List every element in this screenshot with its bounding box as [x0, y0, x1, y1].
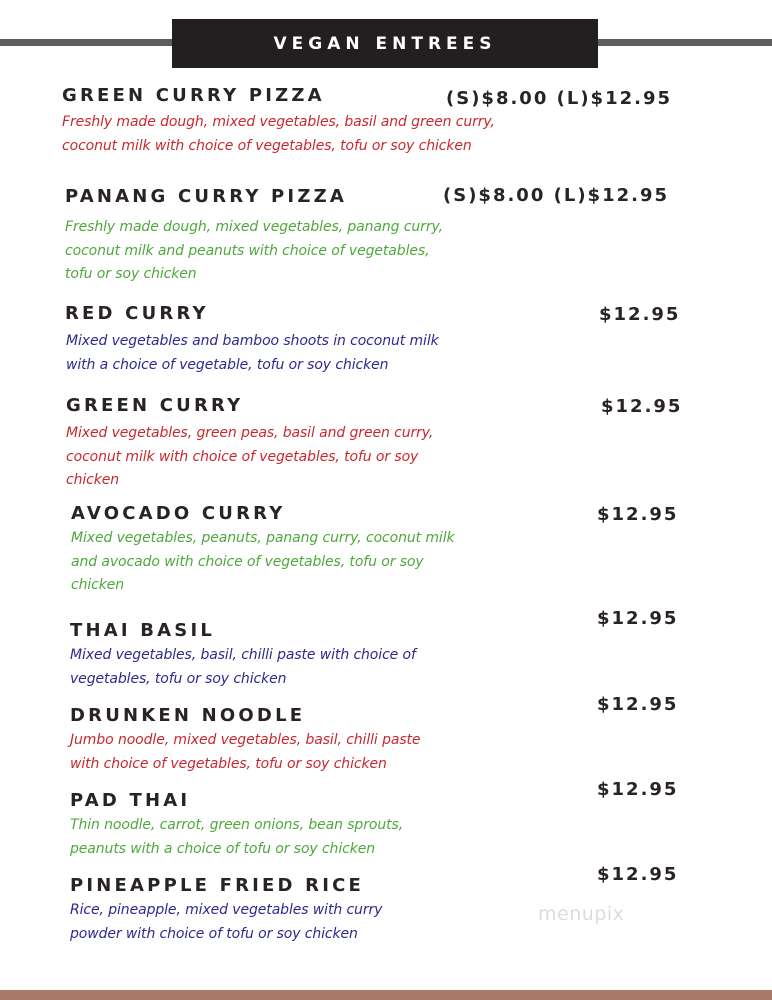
- item-desc-panang-curry-pizza: [65, 216, 515, 287]
- desc-line: powder with choice of tofu or soy chicken: [70, 925, 358, 942]
- item-desc-green-curry-pizza: [62, 111, 512, 158]
- item-desc-pineapple-fried-rice: [70, 899, 520, 946]
- item-price-avocado-curry: $12.95: [597, 504, 679, 525]
- item-price-red-curry: $12.95: [599, 304, 681, 325]
- desc-line: with choice of vegetables, tofu or soy chicken: [70, 755, 387, 772]
- desc-line: peanuts with a choice of tofu or soy chicken: [70, 840, 375, 857]
- desc-line: chicken: [66, 472, 120, 488]
- desc-line: coconut milk with choice of vegetables, tofu or soy chicken: [62, 137, 472, 154]
- desc-line: Mixed vegetables, green peas, basil and green curry,: [66, 425, 434, 441]
- item-name-thai-basil: THAI BASIL: [70, 620, 216, 641]
- item-desc-green-curry: [66, 422, 516, 493]
- desc-line: coconut milk and peanuts with choice of vegetables,: [65, 242, 430, 259]
- watermark-logo: menupix: [538, 903, 625, 925]
- desc-line: vegetables, tofu or soy chicken: [70, 670, 287, 687]
- section-title: VEGAN ENTREES: [172, 19, 598, 68]
- item-desc-thai-basil: [70, 644, 520, 691]
- item-name-drunken-noodle: DRUNKEN NOODLE: [70, 705, 306, 726]
- item-name-avocado-curry: AVOCADO CURRY: [71, 503, 286, 524]
- desc-line: Mixed vegetables and bamboo shoots in coconut milk: [66, 333, 439, 349]
- item-price-green-curry: $12.95: [601, 396, 683, 417]
- item-price-green-curry-pizza: (S)$8.00 (L)$12.95: [446, 88, 673, 109]
- desc-line: with a choice of vegetable, tofu or soy chicken: [66, 356, 389, 373]
- desc-line: Rice, pineapple, mixed vegetables with curry: [70, 902, 383, 918]
- desc-line: chicken: [71, 577, 125, 593]
- desc-line: Jumbo noodle, mixed vegetables, basil, chilli paste: [70, 732, 421, 748]
- item-price-pad-thai: $12.95: [597, 779, 679, 800]
- item-name-pineapple-fried-rice: PINEAPPLE FRIED RICE: [70, 875, 365, 896]
- item-desc-pad-thai: [70, 814, 520, 861]
- item-price-thai-basil: $12.95: [597, 608, 679, 629]
- desc-line: Thin noodle, carrot, green onions, bean sprouts,: [70, 817, 404, 833]
- item-name-panang-curry-pizza: PANANG CURRY PIZZA: [65, 186, 347, 207]
- item-price-drunken-noodle: $12.95: [597, 694, 679, 715]
- desc-line: tofu or soy chicken: [65, 266, 197, 282]
- item-desc-drunken-noodle: [70, 729, 520, 776]
- item-desc-avocado-curry: [71, 527, 521, 598]
- item-price-pineapple-fried-rice: $12.95: [597, 864, 679, 885]
- desc-line: and avocado with choice of vegetables, tofu or soy: [71, 553, 424, 570]
- desc-line: Mixed vegetables, basil, chilli paste with choice of: [70, 647, 416, 663]
- desc-line: Freshly made dough, mixed vegetables, panang curry,: [65, 219, 443, 235]
- item-name-red-curry: RED CURRY: [65, 303, 209, 324]
- header-rule-right: [597, 39, 772, 46]
- item-name-green-curry-pizza: GREEN CURRY PIZZA: [62, 85, 325, 106]
- footer-bar: [0, 990, 772, 1000]
- desc-line: Freshly made dough, mixed vegetables, basil and green curry,: [62, 114, 495, 130]
- header-rule-left: [0, 39, 175, 46]
- desc-line: Mixed vegetables, peanuts, panang curry, coconut milk: [71, 530, 455, 546]
- desc-line: coconut milk with choice of vegetables, tofu or soy: [66, 448, 419, 465]
- item-price-panang-curry-pizza: (S)$8.00 (L)$12.95: [443, 185, 670, 206]
- item-desc-red-curry: [66, 330, 516, 377]
- item-name-green-curry: GREEN CURRY: [66, 395, 244, 416]
- item-name-pad-thai: PAD THAI: [70, 790, 191, 811]
